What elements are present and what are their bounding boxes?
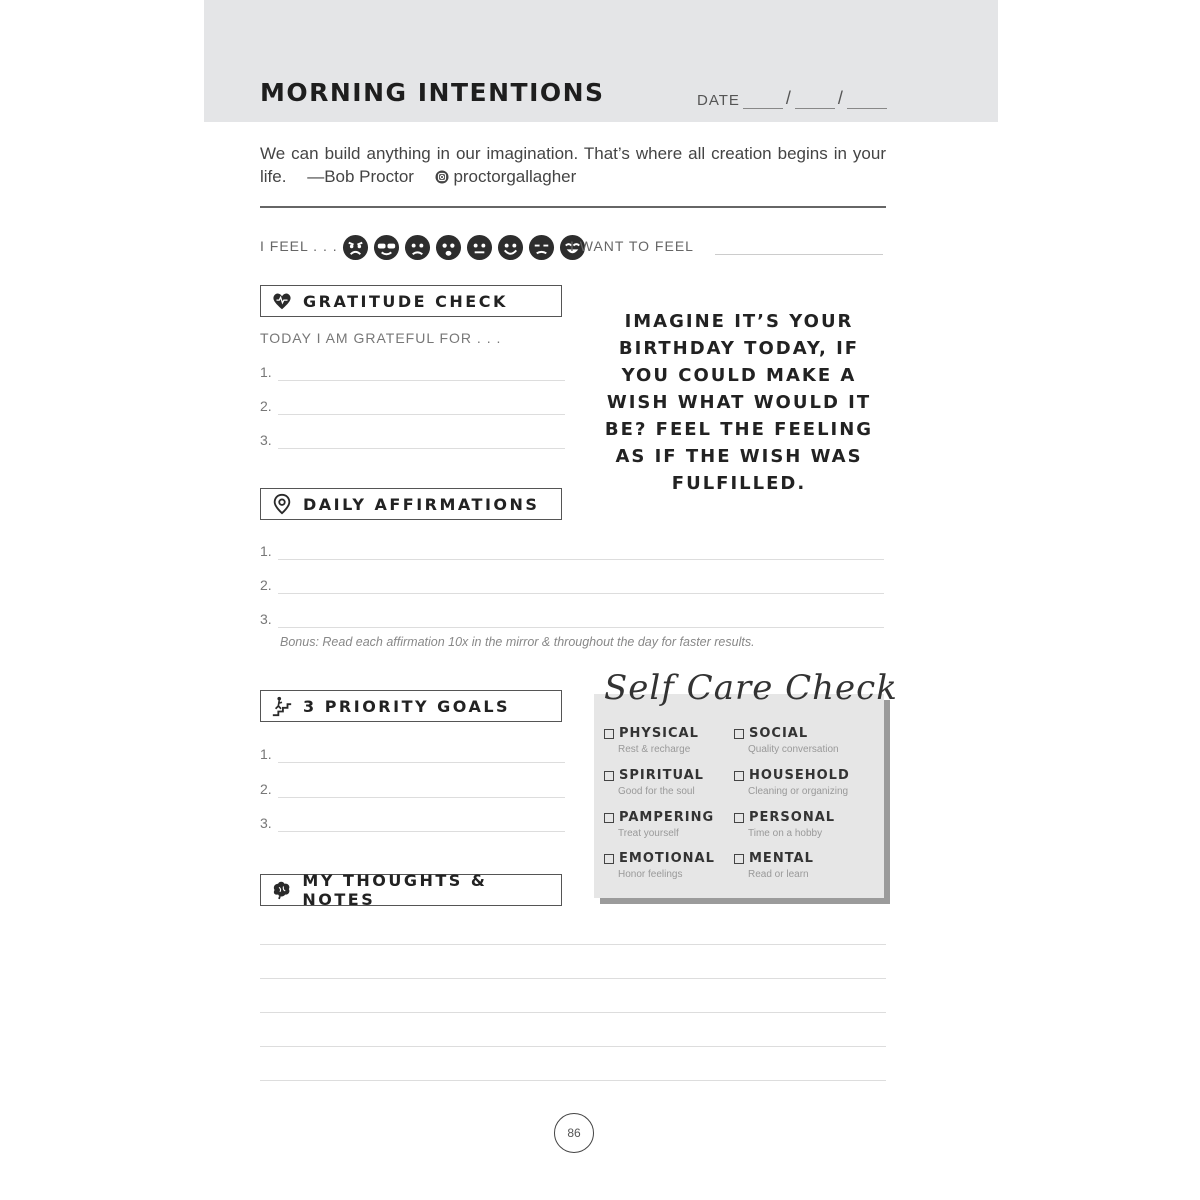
gratitude-subheading: TODAY I AM GRATEFUL FOR . . . [260, 330, 502, 346]
write-line [278, 762, 565, 763]
self-care-item-desc: Time on a hobby [748, 828, 823, 839]
self-care-item-desc: Honor feelings [618, 869, 683, 880]
priority-goals-header [260, 690, 562, 722]
gratitude-check-label: GRATITUDE CHECK [303, 291, 508, 311]
self-care-item-social[interactable] [734, 726, 874, 755]
priority-goals-label: 3 PRIORITY GOALS [303, 696, 511, 716]
tired-face-icon[interactable] [528, 234, 555, 261]
heart-icon [271, 290, 293, 312]
want-to-feel-label: I WANT TO FEEL [570, 238, 694, 254]
feel-label: I FEEL . . . [260, 238, 338, 254]
self-care-item-name: PAMPERING [619, 810, 715, 825]
line-number: 1. [260, 746, 272, 762]
thoughts-notes-label: MY THOUGHTS & NOTES [302, 871, 488, 909]
write-line [278, 593, 884, 594]
self-care-item-name: HOUSEHOLD [749, 768, 850, 783]
write-line [278, 797, 565, 798]
gratitude-line-3[interactable] [260, 432, 565, 452]
gratitude-line-2[interactable] [260, 398, 565, 418]
write-line [278, 380, 565, 381]
daily-affirmations-header [260, 488, 562, 520]
checkbox[interactable] [734, 771, 744, 781]
line-number: 3. [260, 815, 272, 831]
notes-line[interactable] [260, 1046, 886, 1047]
emoji-picker [342, 234, 586, 261]
checkbox[interactable] [734, 813, 744, 823]
quote-divider [260, 206, 886, 208]
goal-line-3[interactable] [260, 815, 565, 835]
line-number: 2. [260, 781, 272, 797]
quote [260, 142, 886, 188]
self-care-item-mental[interactable] [734, 851, 874, 880]
line-number: 3. [260, 611, 272, 627]
line-number: 1. [260, 364, 272, 380]
write-line [278, 448, 565, 449]
location-pin-icon [271, 493, 293, 515]
self-care-item-name: SPIRITUAL [619, 768, 704, 783]
self-care-item-desc: Treat yourself [618, 828, 679, 839]
write-line [278, 414, 565, 415]
self-care-item-name: PERSONAL [749, 810, 836, 825]
quote-text: We can build anything in our imagination. That’s where all creation begins in your life. [260, 144, 886, 186]
notes-line[interactable] [260, 978, 886, 979]
affirmation-bonus-note: Bonus: Read each affirmation 10x in the mirror & throughout the day for faster results. [280, 635, 755, 649]
neutral-face-icon[interactable] [466, 234, 493, 261]
goal-line-1[interactable] [260, 746, 565, 766]
daily-affirmations-label: DAILY AFFIRMATIONS [303, 494, 540, 514]
write-line [278, 559, 884, 560]
self-care-item-emotional[interactable] [604, 851, 744, 880]
sad-face-icon[interactable] [404, 234, 431, 261]
goal-line-2[interactable] [260, 781, 565, 801]
self-care-item-household[interactable] [734, 768, 874, 797]
line-number: 2. [260, 577, 272, 593]
gratitude-line-1[interactable] [260, 364, 565, 384]
want-to-feel-line[interactable] [715, 254, 883, 255]
checkbox[interactable] [604, 854, 614, 864]
line-number: 2. [260, 398, 272, 414]
checkbox[interactable] [734, 854, 744, 864]
checkbox[interactable] [734, 729, 744, 739]
daily-prompt: IMAGINE IT’S YOUR BIRTHDAY TODAY, IF YOU COULD MAKE A WISH WHAT WOULD IT BE? FEEL THE FEELING AS IF THE WISH WAS FULFILLED. [604, 311, 874, 494]
checkbox[interactable] [604, 729, 614, 739]
self-care-item-name: SOCIAL [749, 726, 809, 741]
worried-face-icon[interactable] [435, 234, 462, 261]
self-care-item-pampering[interactable] [604, 810, 744, 839]
instagram-icon [435, 170, 449, 184]
self-care-item-personal[interactable] [734, 810, 874, 839]
thoughts-notes-header [260, 871, 562, 909]
notes-line[interactable] [260, 944, 886, 945]
date-field[interactable] [697, 88, 890, 109]
notes-line[interactable] [260, 1080, 886, 1081]
feel-row [260, 234, 886, 260]
self-care-item-desc: Good for the soul [618, 786, 695, 797]
self-care-item-name: MENTAL [749, 851, 814, 866]
affirmation-line-2[interactable] [260, 577, 886, 597]
line-number: 3. [260, 432, 272, 448]
self-care-item-spiritual[interactable] [604, 768, 744, 797]
date-separator: / [785, 88, 792, 108]
date-month-blank[interactable] [795, 92, 835, 109]
gratitude-check-header [260, 285, 562, 317]
brain-icon [271, 879, 292, 901]
affirmation-line-1[interactable] [260, 543, 886, 563]
quote-handle [435, 167, 577, 186]
angry-face-icon[interactable] [342, 234, 369, 261]
self-care-item-name: EMOTIONAL [619, 851, 715, 866]
self-care-item-desc: Quality conversation [748, 744, 839, 755]
self-care-item-desc: Rest & recharge [618, 744, 691, 755]
checkbox[interactable] [604, 771, 614, 781]
page-title: MORNING INTENTIONS [260, 78, 605, 107]
date-day-blank[interactable] [743, 92, 783, 109]
self-care-item-desc: Read or learn [748, 869, 809, 880]
date-separator: / [837, 88, 844, 108]
line-number: 1. [260, 543, 272, 559]
happy-face-icon[interactable] [497, 234, 524, 261]
write-line [278, 831, 565, 832]
notes-line[interactable] [260, 1012, 886, 1013]
stairs-climber-icon [271, 695, 293, 717]
self-care-item-desc: Cleaning or organizing [748, 786, 849, 797]
affirmation-line-3[interactable] [260, 611, 886, 631]
write-line [278, 627, 884, 628]
quote-author: —Bob Proctor [307, 167, 414, 186]
date-label: DATE [697, 92, 740, 109]
date-year-blank[interactable] [847, 92, 887, 109]
page-number: 86 [554, 1113, 594, 1153]
checkbox[interactable] [604, 813, 614, 823]
self-care-item-name: PHYSICAL [619, 726, 699, 741]
self-care-title: Self Care Check [604, 668, 898, 708]
quote-handle-text: proctorgallagher [453, 167, 577, 186]
journal-page [204, 0, 998, 1200]
self-care-item-physical[interactable] [604, 726, 744, 755]
cool-face-icon[interactable] [373, 234, 400, 261]
